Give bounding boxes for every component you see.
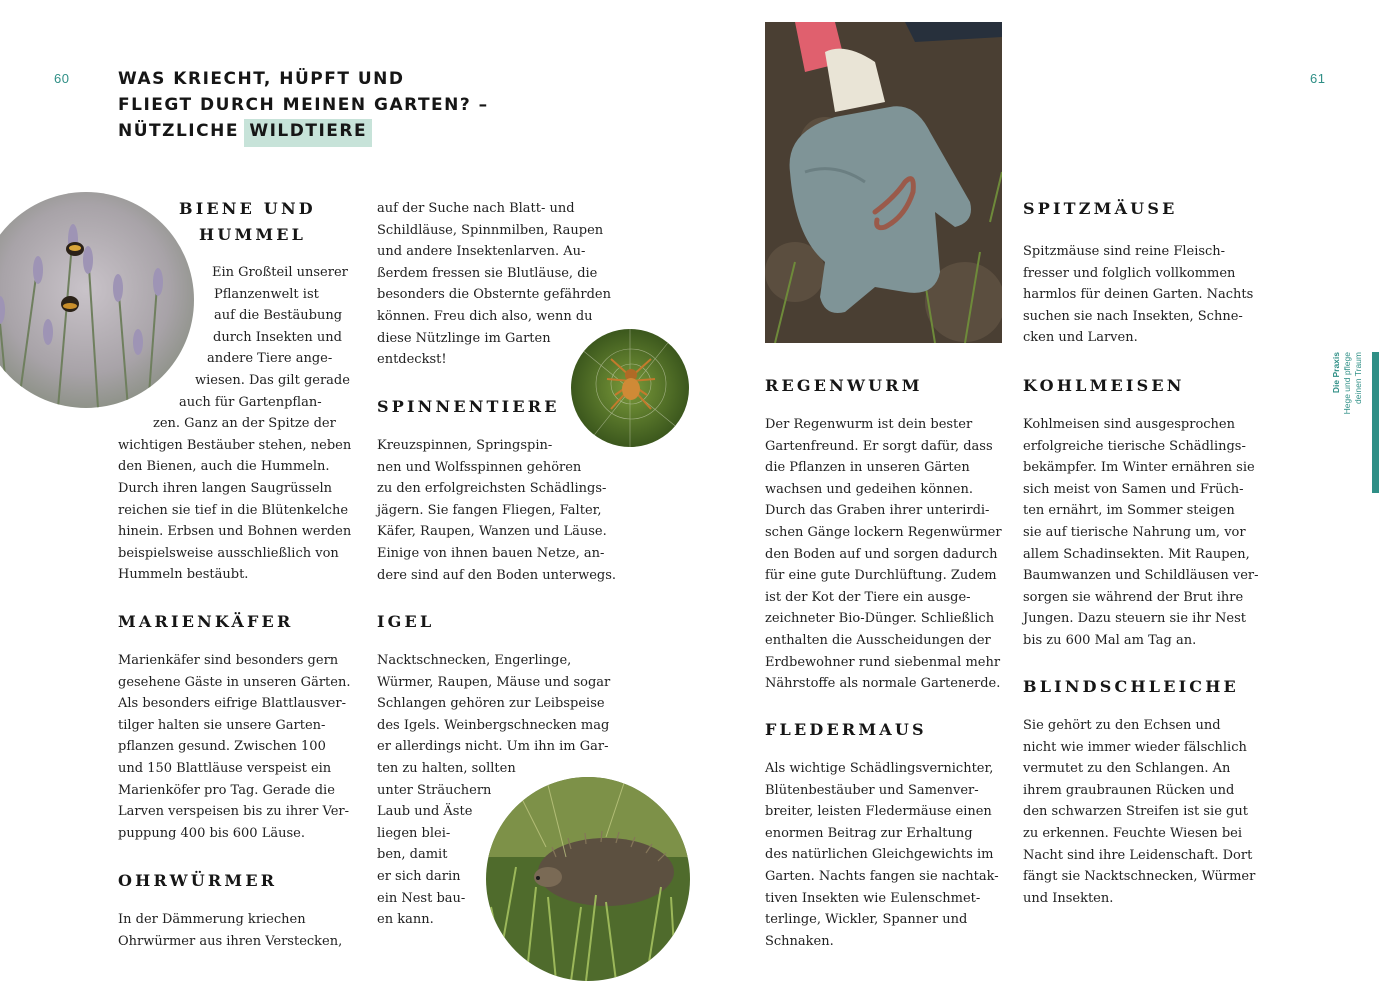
text-line: nicht wie immer wieder fälschlich: [1023, 739, 1247, 755]
text-line: für eine gute Durchlüftung. Zudem: [765, 568, 997, 584]
text-line: des Igels. Weinbergschnecken mag: [377, 717, 610, 733]
chapter-tab-sub2: deinen Traum: [1353, 352, 1363, 404]
text-line: Garten. Nachts fangen sie nachtak-: [765, 868, 999, 884]
text-line: ihrem graubraunen Rücken und: [1023, 782, 1235, 798]
text-line: suchen sie nach Insekten, Schne-: [1023, 308, 1243, 324]
text-line: ten zu halten, sollten: [377, 760, 516, 776]
text-ohrwuermer: [118, 909, 363, 952]
chapter-tab: [1331, 352, 1371, 492]
text-line: andere Tiere ange-: [207, 351, 333, 367]
text-spinnentiere: [377, 435, 622, 586]
text-line: diese Nützlinge im Garten: [377, 330, 551, 346]
text-line: er sich darin: [377, 868, 461, 884]
text-line: erfolgreiche tierische Schädlings-: [1023, 438, 1246, 454]
heading-hummel: HUMMEL: [199, 225, 307, 244]
text-line: den schwarzen Streifen ist sie gut: [1023, 804, 1248, 820]
text-line: bis zu 600 Mal am Tag an.: [1023, 632, 1197, 648]
text-line: Pflanzenwelt ist: [214, 286, 319, 302]
hedgehog-photo: [486, 777, 690, 981]
page-number-right: 61: [1310, 71, 1326, 86]
title-line-3: [118, 118, 538, 144]
heading-spinnentiere: SPINNENTIERE: [377, 397, 560, 416]
text-line: Baumwanzen und Schildläusen ver-: [1023, 568, 1259, 584]
text-line: Als besonders eifrige Blattlausver-: [118, 696, 346, 712]
text-line: Larven verspeisen bis zu ihrer Ver-: [118, 804, 350, 820]
title-line-1: WAS KRIECHT, HÜPFT UND: [118, 69, 405, 89]
text-line: zu erkennen. Feuchte Wiesen bei: [1023, 825, 1243, 841]
text-line: bekämpfer. Im Winter ernähren sie: [1023, 460, 1255, 476]
text-line: Der Regenwurm ist dein bester: [765, 417, 973, 432]
text-line: Nacktschnecken, Engerlinge,: [377, 653, 572, 668]
text-blindschleiche: [1023, 715, 1268, 909]
text-line: unter Sträuchern: [377, 782, 492, 798]
earthworm-glove-photo: [765, 22, 1002, 343]
text-line: Kohlmeisen sind ausgesprochen: [1023, 417, 1235, 432]
text-line: jägern. Sie fangen Fliegen, Falter,: [377, 502, 602, 518]
heading-marienkaefer: MARIENKÄFER: [118, 612, 294, 631]
text-line: auf der Suche nach Blatt- und: [377, 201, 575, 216]
text-line: auf die Bestäubung: [214, 308, 343, 324]
heading-biene: BIENE UND: [179, 199, 316, 218]
text-line: ten ernährt, im Sommer steigen: [1023, 503, 1235, 519]
text-line: ein Nest bau-: [377, 890, 466, 906]
text-line: und andere Insektenlarven. Au-: [377, 244, 586, 260]
text-line: ßerdem fressen sie Blutläuse, die: [377, 265, 598, 281]
text-spitzmaeuse: [1023, 241, 1268, 349]
text-line: Kreuzspinnen, Springspin-: [377, 438, 553, 453]
text-line: Schnaken.: [765, 933, 834, 949]
text-line: des natürlichen Gleichgewichts im: [765, 847, 994, 863]
text-line: pflanzen gesund. Zwischen 100: [118, 739, 326, 755]
text-line: Würmer, Raupen, Mäuse und sogar: [377, 674, 611, 690]
text-line: Durch ihren langen Saugrüsseln: [118, 480, 333, 496]
text-line: breiter, leisten Fledermäuse einen: [765, 804, 992, 820]
text-line: Schildläuse, Spinnmilben, Raupen: [377, 222, 604, 238]
text-line: Durch das Graben ihrer unterirdi-: [765, 503, 990, 519]
text-line: ben, damit: [377, 847, 448, 863]
text-line: zen. Ganz an der Spitze der: [153, 416, 336, 432]
text-line: zu den erfolgreichsten Schädlings-: [377, 481, 607, 497]
text-line: können. Freu dich also, wenn du: [377, 308, 593, 324]
text-line: Nacht sind ihre Leidenschaft. Dort: [1023, 847, 1253, 863]
heading-ohrwuermer: OHRWÜRMER: [118, 871, 278, 890]
text-line: In der Dämmerung kriechen: [118, 912, 306, 927]
text-line: Ohrwürmer aus ihren Verstecken,: [118, 933, 343, 949]
text-line: tilger halten sie unsere Garten-: [118, 717, 326, 733]
title-line-3a: NÜTZLICHE: [118, 121, 239, 141]
text-line: und 150 Blattläuse verspeist ein: [118, 760, 332, 776]
text-line: wiesen. Das gilt gerade: [195, 372, 350, 388]
text-line: nen und Wolfsspinnen gehören: [377, 459, 582, 475]
text-line: sorgen sie während der Brut ihre: [1023, 589, 1244, 605]
text-line: harmlos für deinen Garten. Nachts: [1023, 287, 1254, 303]
text-line: auch für Gartenpflan-: [179, 394, 322, 410]
text-line: den Boden auf und sorgen dadurch: [765, 546, 998, 562]
text-line: wichtigen Bestäuber stehen, neben: [118, 437, 352, 453]
text-line: Gartenfreund. Er sorgt dafür, dass: [765, 438, 993, 454]
text-line: fängt sie Nacktschnecken, Würmer: [1023, 869, 1256, 885]
text-line: Laub und Äste: [377, 804, 473, 820]
text-line: Marienkäfer sind besonders gern: [118, 653, 339, 668]
text-line: Sie gehört zu den Echsen und: [1023, 718, 1221, 733]
text-line: die Pflanzen in unseren Gärten: [765, 460, 970, 476]
text-line: enormen Beitrag zur Erhaltung: [765, 825, 973, 841]
text-line: den Bienen, auch die Hummeln.: [118, 459, 330, 475]
text-line: ist der Kot der Tiere ein ausge-: [765, 589, 971, 605]
text-line: wachsen und gedeihen können.: [765, 481, 974, 497]
text-blatt-continued: [377, 198, 622, 371]
heading-blindschleiche: BLINDSCHLEICHE: [1023, 677, 1239, 696]
text-line: hinein. Erbsen und Bohnen werden: [118, 524, 352, 540]
heading-fledermaus: FLEDERMAUS: [765, 720, 927, 739]
text-line: allem Schadinsekten. Mit Raupen,: [1023, 546, 1250, 562]
text-line: en kann.: [377, 912, 434, 928]
text-line: sie auf tierische Nahrung um, vor: [1023, 524, 1246, 540]
text-line: und Insekten.: [1023, 890, 1114, 906]
spider-photo: [571, 329, 689, 447]
text-line: Erdbewohner rund siebenmal mehr: [765, 654, 1001, 670]
text-line: cken und Larven.: [1023, 330, 1138, 346]
text-line: besonders die Obsternte gefährden: [377, 287, 611, 303]
chapter-tab-title: Die Praxis: [1331, 352, 1341, 394]
text-line: terlinge, Wickler, Spanner und: [765, 912, 968, 928]
heading-regenwurm: REGENWURM: [765, 376, 923, 395]
text-line: enthalten die Ausscheidungen der: [765, 632, 991, 648]
text-line: beispielsweise ausschließlich von: [118, 545, 339, 561]
text-line: Als wichtige Schädlingsvernichter,: [765, 761, 994, 776]
text-line: fresser und folglich vollkommen: [1023, 265, 1236, 281]
text-marienkaefer: [118, 650, 363, 844]
chapter-tab-sub1: Hege und pflege: [1342, 352, 1352, 415]
text-line: Spitzmäuse sind reine Fleisch-: [1023, 244, 1226, 259]
chapter-tab-bar: [1372, 352, 1379, 493]
text-line: Schlangen gehören zur Leibspeise: [377, 696, 605, 712]
text-regenwurm: [765, 414, 1010, 695]
text-line: Jungen. Dazu steuern sie ihr Nest: [1023, 611, 1247, 627]
chapter-tab-text: [1331, 352, 1371, 492]
text-line: gesehene Gäste in unseren Gärten.: [118, 674, 351, 690]
text-line: schen Gänge lockern Regenwürmer: [765, 524, 1002, 540]
text-line: zeichneter Bio-Dünger. Schließlich: [765, 611, 995, 627]
heading-kohlmeisen: KOHLMEISEN: [1023, 376, 1185, 395]
text-line: vermutet zu den Schlangen. An: [1023, 761, 1231, 777]
text-line: liegen blei-: [377, 825, 451, 841]
text-kohlmeisen: [1023, 414, 1268, 652]
heading-spitzmaeuse: SPITZMÄUSE: [1023, 199, 1178, 218]
text-line: Hummeln bestäubt.: [118, 567, 249, 583]
text-biene: [118, 262, 363, 586]
text-line: er allerdings nicht. Um ihn im Gar-: [377, 739, 609, 755]
text-line: entdeckst!: [377, 352, 447, 368]
text-line: tiven Insekten wie Eulenschmet-: [765, 890, 981, 906]
text-line: Käfer, Raupen, Wanzen und Läuse.: [377, 524, 607, 540]
page-title: [118, 66, 538, 144]
title-highlight: WILDTIERE: [244, 119, 372, 147]
title-line-2: FLIEGT DURCH MEINEN GARTEN? –: [118, 95, 489, 115]
text-line: Marienköfer pro Tag. Gerade die: [118, 782, 335, 798]
text-line: Nährstoffe als normale Gartenerde.: [765, 676, 1001, 692]
text-line: reichen sie tief in die Blütenkelche: [118, 502, 349, 518]
text-line: sich meist von Samen und Früch-: [1023, 481, 1244, 497]
text-fledermaus: [765, 758, 1010, 952]
text-line: Blütenbestäuber und Samenver-: [765, 782, 979, 798]
page-number-left: 60: [54, 71, 70, 86]
text-line: dere sind auf den Boden unterwegs.: [377, 567, 617, 583]
text-line: Ein Großteil unserer: [212, 265, 348, 280]
text-line: durch Insekten und: [213, 329, 342, 345]
heading-igel: IGEL: [377, 612, 435, 631]
text-line: puppung 400 bis 600 Läuse.: [118, 825, 305, 841]
text-line: Einige von ihnen bauen Netze, an-: [377, 545, 605, 561]
